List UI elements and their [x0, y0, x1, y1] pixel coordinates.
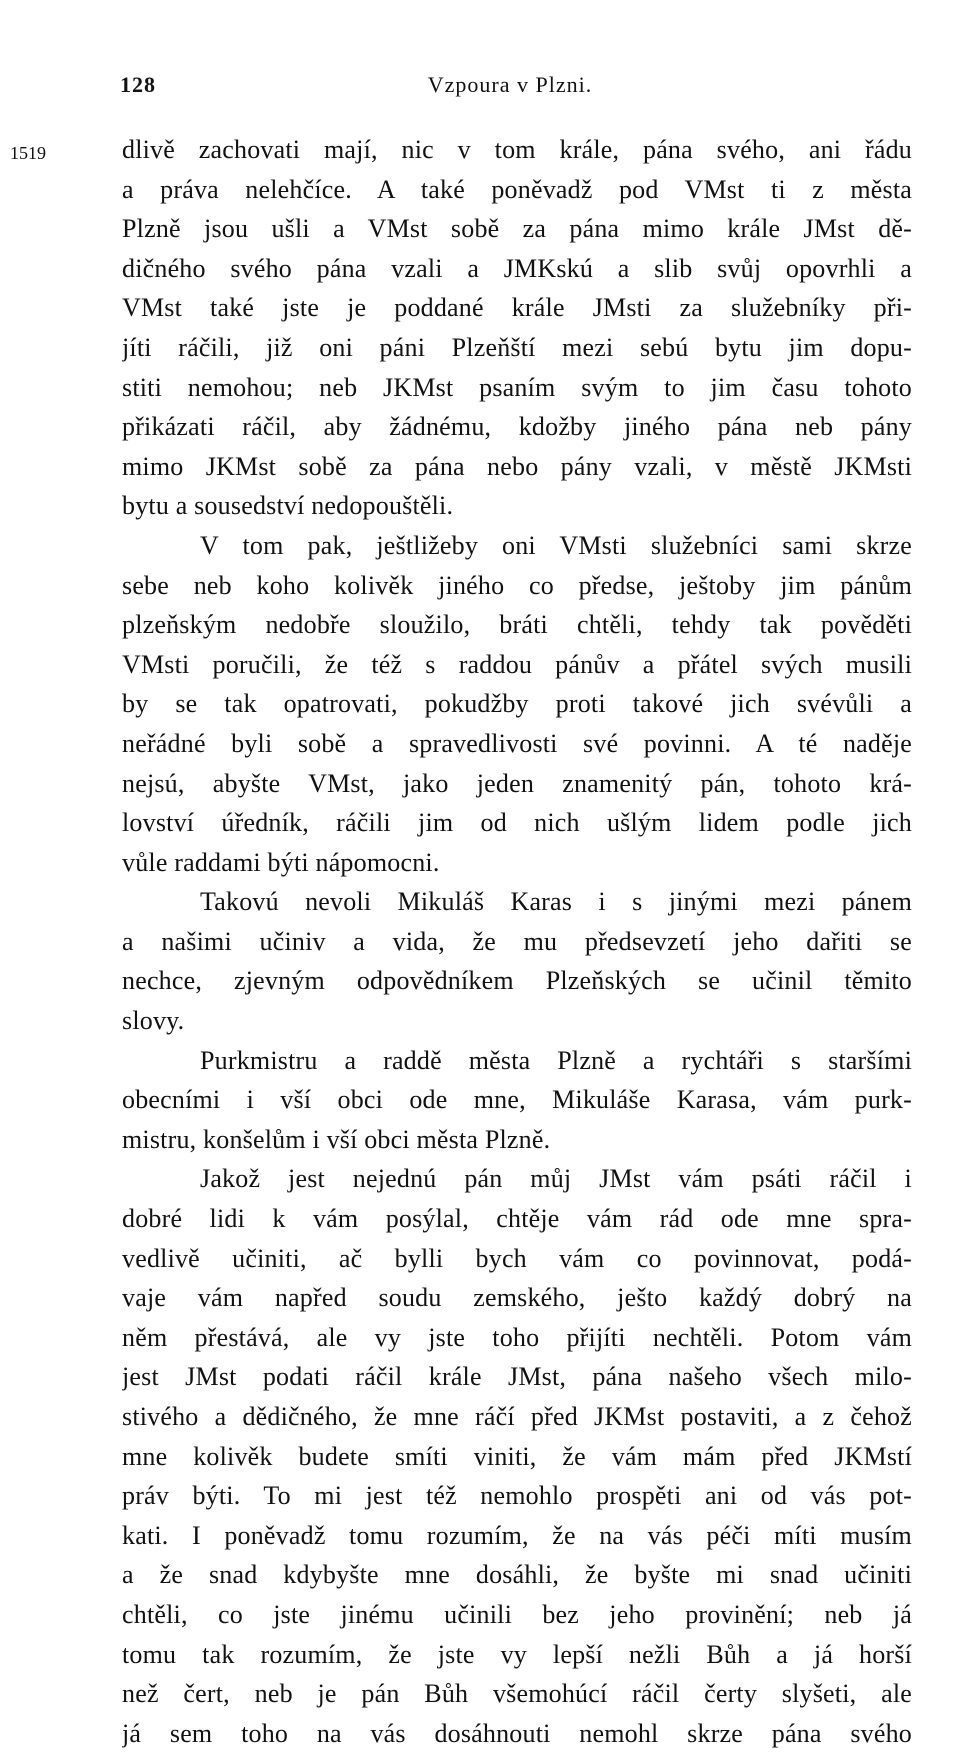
text-line: by se tak opatrovati, pokudžby proti takové jich svévůli a: [122, 689, 912, 719]
text-line: vůle raddami býti nápomocni.: [122, 847, 440, 877]
text-line: VMsti poručili, že též s raddou pánův a přátel svých musili: [122, 649, 912, 679]
text-line: chtěli, co jste jinému učinili bez jeho provinění; neb já: [122, 1599, 912, 1629]
text-line: VMst také jste je poddané krále JMsti za služebníky při-: [122, 293, 912, 323]
text-line: V tom pak, ještližeby oni VMsti služebníci sami skrze: [200, 530, 912, 560]
text-line: obecními i vší obci ode mne, Mikuláše Karasa, vám purk-: [122, 1085, 912, 1115]
text-line: já sem toho na vás dosáhnouti nemohl skrze pána svého: [122, 1718, 912, 1748]
page-header: [120, 66, 900, 106]
running-title: Vzpoura v Plzni.: [427, 72, 593, 97]
text-line: vedlivě učiniti, ač bylli bych vám co povinnovat, podá-: [122, 1243, 912, 1273]
text-line: bytu a sousedství nedopouštěli.: [122, 491, 454, 521]
text-line: slovy.: [122, 1006, 185, 1036]
text-line: neřádné byli sobě a spravedlivosti své povinni. A té naděje: [122, 728, 912, 758]
text-line: Jakož jest nejednú pán můj JMst vám psáti ráčil i: [200, 1164, 912, 1194]
text-line: lovství úředník, ráčili jim od nich ušlým lidem podle jich: [122, 808, 912, 838]
text-line: práv býti. To mi jest též nemohlo prospěti ani od vás pot-: [122, 1481, 912, 1511]
text-line: dobré lidi k vám posýlal, chtěje vám rád ode mne spra-: [122, 1204, 912, 1234]
body-text: [122, 130, 912, 1753]
text-line: přikázati ráčil, aby žádnému, kdožby jiného pána neb pány: [122, 412, 912, 442]
text-line: plzeňským nedobře sloužilo, bráti chtěli, tehdy tak pověděti: [122, 610, 912, 640]
text-line: něm přestává, ale vy jste toho přijíti nechtěli. Potom vám: [122, 1322, 912, 1352]
text-line: stivého a dědičného, že mne ráčí před JKMst postaviti, a z čehož: [122, 1402, 912, 1431]
text-line: vaje vám napřed soudu zemského, ješto každý dobrý na: [122, 1283, 912, 1313]
page-number: 128: [120, 72, 156, 97]
text-line: stiti nemohou; neb JKMst psaním svým to jim času tohoto: [122, 372, 912, 402]
text-line: Takovú nevoli Mikuláš Karas i s jinými mezi pánem: [200, 887, 912, 917]
text-line: kati. I poněvadž tomu rozumím, že na vás péči míti musím: [122, 1520, 912, 1550]
text-line: tomu tak rozumím, že jste vy lepší nežli Bůh a já horší: [122, 1639, 912, 1669]
text-line: mistru, konšelům i vší obci města Plzně.: [122, 1124, 551, 1154]
text-line: nechce, zjevným odpovědníkem Plzeňských se učinil těmito: [122, 966, 912, 996]
text-line: a že snad kdybyšte mne dosáhli, že byšte mi snad učiniti: [122, 1560, 912, 1590]
text-line: než čert, neb je pán Bůh všemohúcí ráčil čerty slyšeti, ale: [122, 1679, 912, 1709]
text-line: Plzně jsou ušli a VMst sobě za pána mimo krále JMst dě-: [122, 214, 912, 244]
text-line: dlivě zachovati mají, nic v tom krále, pána svého, ani řádu: [122, 135, 912, 164]
text-line: mimo JKMst sobě za pána nebo pány vzali, v městě JKMsti: [122, 451, 912, 481]
text-line: Purkmistru a raddě města Plzně a rychtáři s staršími: [200, 1045, 912, 1075]
text-line: a našimi učiniv a vida, že mu předsevzetí jeho dařiti se: [122, 926, 912, 956]
text-line: a práva nelehčíce. A také poněvadž pod VMst ti z města: [122, 174, 912, 204]
margin-year-note: 1519: [10, 143, 46, 163]
text-line: jest JMst podati ráčil krále JMst, pána našeho všech milo-: [122, 1362, 912, 1392]
text-line: dičného svého pána vzali a JMKskú a slib svůj opovrhli a: [122, 253, 912, 283]
text-line: mne kolivěk budete smíti viniti, že vám mám před JKMstí: [122, 1441, 912, 1471]
text-line: jíti ráčili, již oni páni Plzeňští mezi sebú bytu jim dopu-: [122, 332, 912, 362]
text-line: sebe neb koho kolivěk jiného co předse, ještoby jim pánům: [122, 570, 912, 600]
text-line: nejsú, abyšte VMst, jako jeden znamenitý pán, tohoto krá-: [122, 768, 912, 798]
